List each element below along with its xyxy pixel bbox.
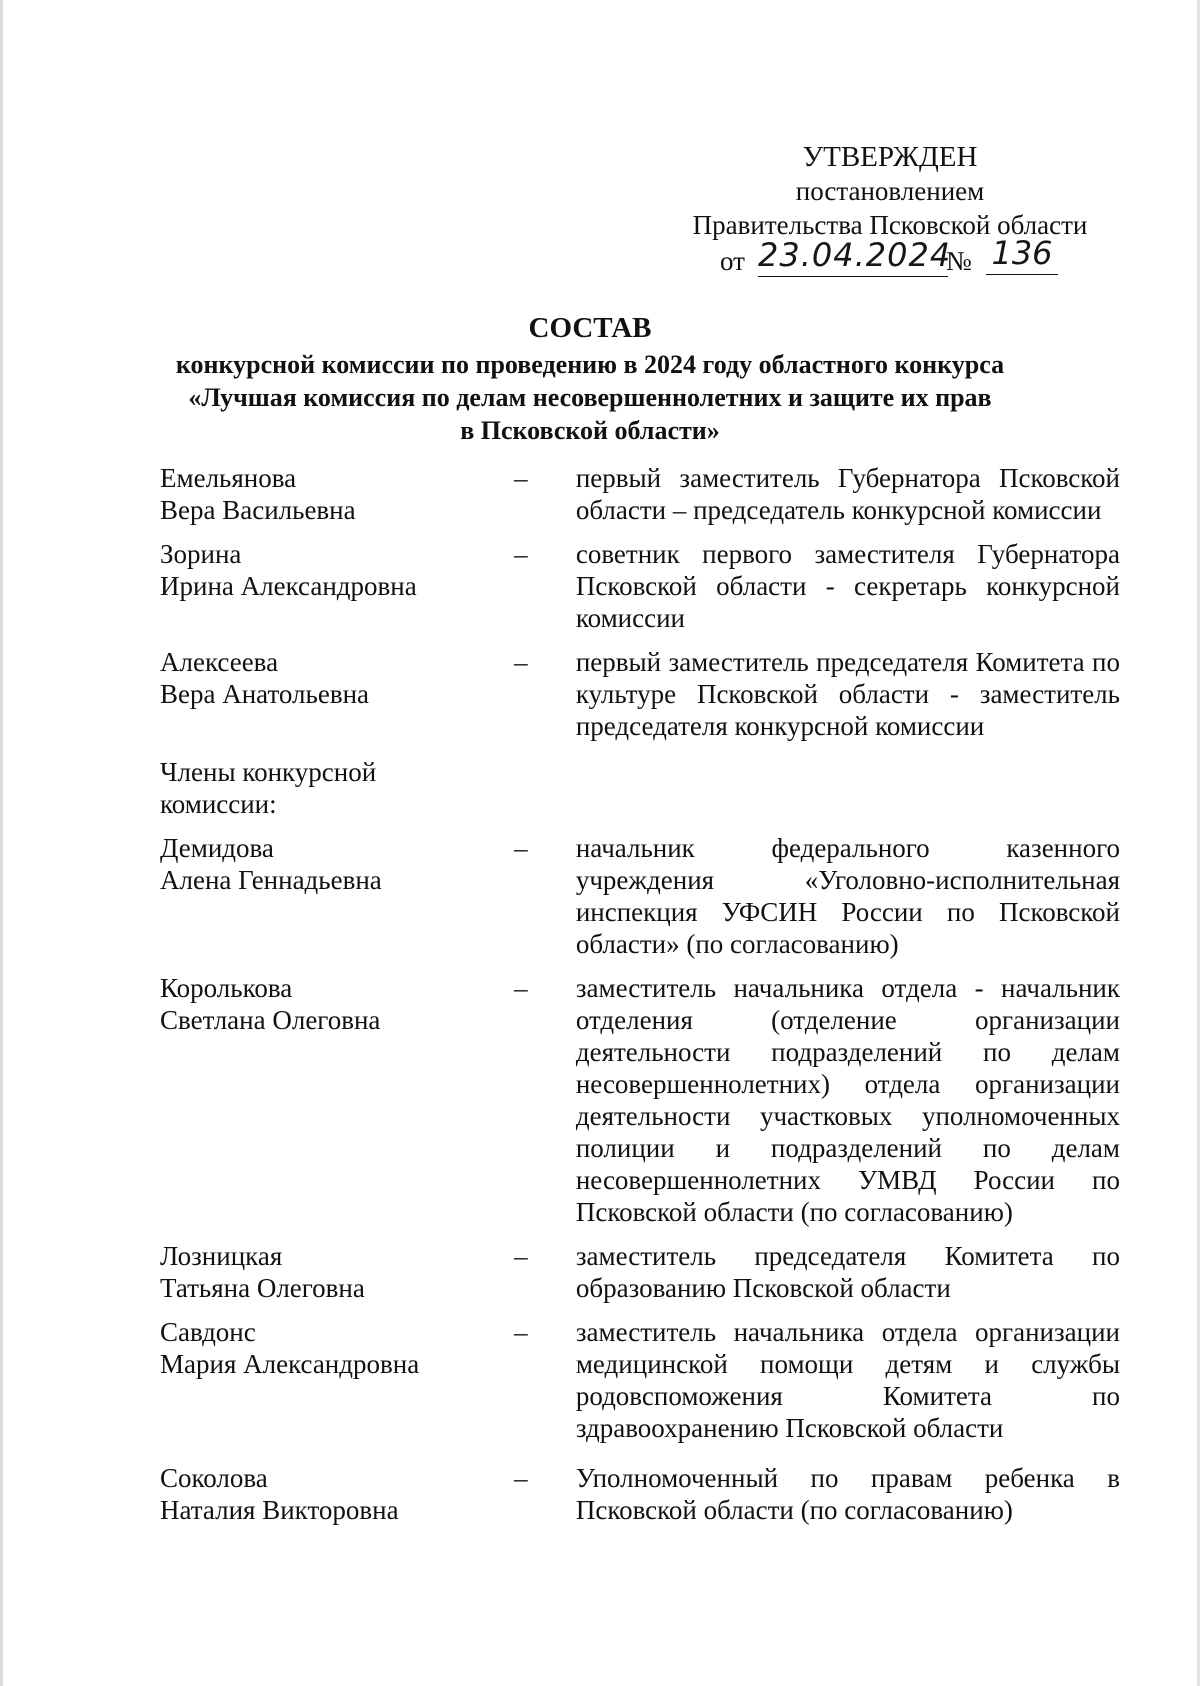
document-title: СОСТАВ [528, 312, 652, 344]
commission-member-row [160, 832, 1120, 960]
commission-member-row [160, 1462, 1120, 1526]
commission-member-row [160, 972, 1120, 1228]
date-prefix: от [720, 246, 745, 276]
heading-line-2: «Лучшая комиссия по делам несовершеннолетних и защите их прав [188, 383, 992, 412]
handwritten-number: 136 [986, 232, 1058, 275]
member-dash: – [514, 463, 528, 493]
commission-member-row [160, 1240, 1120, 1304]
leaders-group [160, 462, 1120, 742]
approval-block [660, 140, 1120, 280]
member-role: заместитель председателя Комитета по образованию Псковской области [575, 1241, 1120, 1303]
commission-member-row [160, 1316, 1120, 1444]
document-heading [140, 308, 1040, 447]
members-group [160, 832, 1120, 1526]
approval-org: Правительства Псковской области [692, 210, 1088, 240]
member-name: Алексеева Вера Анатольевна [160, 647, 369, 709]
approval-by: постановлением [795, 176, 985, 206]
heading-line-3: в Псковской области» [460, 416, 720, 445]
approval-approved: УТВЕРЖДЕН [802, 141, 978, 173]
member-name: Савдонс Мария Александровна [160, 1317, 420, 1379]
member-name: Королькова Светлана Олеговна [160, 973, 381, 1035]
approval-date-line [660, 234, 1120, 280]
member-role: первый заместитель Губернатора Псковской области – председатель конкурсной комиссии [575, 463, 1120, 525]
member-role: заместитель начальника отдела организации медицинской помощи детям и службы родовспоможения Комитета по здравоохранению Псковской области [575, 1317, 1120, 1443]
member-dash: – [514, 833, 528, 863]
member-name: Емельянова Вера Васильевна [160, 463, 356, 525]
member-dash: – [514, 1463, 528, 1493]
handwritten-date: 23.04.2024 [758, 234, 948, 277]
number-prefix: № [946, 246, 972, 276]
commission-member-row [160, 646, 1120, 742]
member-name: Демидова Алена Геннадьевна [160, 833, 382, 895]
member-dash: – [514, 973, 528, 1003]
member-role: советник первого заместителя Губернатора Псковской области - секретарь конкурсной комиссии [575, 539, 1120, 633]
member-role: Уполномоченный по правам ребенка в Псковской области (по согласованию) [575, 1463, 1120, 1525]
commission-list [160, 462, 1120, 1538]
scan-edge-left [0, 0, 3, 1686]
member-dash: – [514, 1317, 528, 1347]
heading-line-1: конкурсной комиссии по проведению в 2024 году областного конкурса [175, 350, 1005, 379]
commission-member-row [160, 538, 1120, 634]
commission-member-row [160, 462, 1120, 526]
members-label: Члены конкурсной комиссии: [160, 757, 377, 819]
member-dash: – [514, 1241, 528, 1271]
member-dash: – [514, 647, 528, 677]
member-name: Соколова Наталия Викторовна [160, 1463, 399, 1525]
member-name: Лозницкая Татьяна Олеговна [160, 1241, 365, 1303]
member-dash: – [514, 539, 528, 569]
member-role: начальник федерального казенного учреждения «Уголовно-исполнительная инспекция УФСИН России по Псковской области» (по согласованию) [575, 833, 1120, 959]
member-role: заместитель начальника отдела - начальник отделения (отделение организации деятельности подразделений по делам несовершеннолетних) отдела организации деятельности участковых уполномоченных полиции и подразделений по делам несовершеннолетних УМВД России по Псковской области (по согласованию) [575, 973, 1120, 1227]
member-role: первый заместитель председателя Комитета по культуре Псковской области - заместитель председателя конкурсной комиссии [575, 647, 1120, 741]
member-name: Зорина Ирина Александровна [160, 539, 417, 601]
